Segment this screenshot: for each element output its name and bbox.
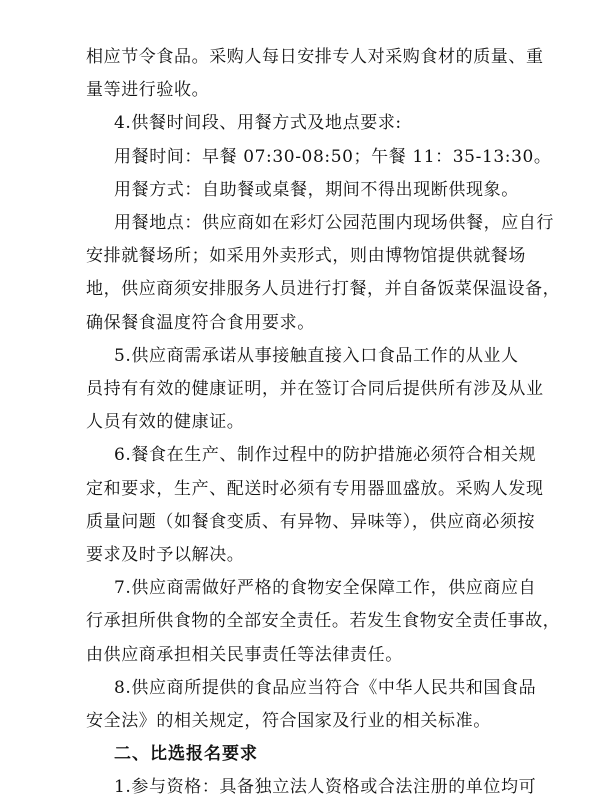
- eligibility-line: 1.参与资格：具备独立法人资格或合法注册的单位均可: [114, 777, 537, 798]
- section-4-heading-line: 4.供餐时间段、用餐方式及地点要求:: [114, 113, 402, 134]
- section-2-heading: 二、比选报名要求: [114, 744, 258, 765]
- meal-location-line: 用餐地点：供应商如在彩灯公园范围内现场供餐，应自行: [114, 213, 554, 233]
- section-7-line: 7.供应商需做好严格的食物安全保障工作，供应商应自: [114, 578, 537, 599]
- meal-method-line: 用餐方式：自助餐或桌餐，期间不得出现断供现象。: [114, 179, 519, 200]
- section-6-line: 6.餐食在生产、制作过程中的防护措施必须符合相关规: [114, 445, 537, 466]
- body-line: 由供应商承担相关民事责任等法律责任。: [86, 644, 403, 665]
- body-line: 确保餐食温度符合食用要求。: [86, 312, 315, 333]
- body-line: 量等进行验收。: [86, 80, 210, 101]
- body-line: 相应节令食品。采购人每日安排专人对采购食材的质量、重: [86, 47, 544, 67]
- meal-time-line: 用餐时间：早餐 07:30-08:50；午餐 11：35-13:30。: [114, 146, 552, 167]
- body-line: 员持有有效的健康证明，并在签订合同后提供所有涉及从业: [86, 379, 544, 399]
- section-5-line: 5.供应商需承诺从事接触直接入口食品工作的从业人: [114, 345, 519, 366]
- body-line: 安全法》的相关规定，符合国家及行业的相关标准。: [86, 711, 491, 731]
- body-line: 定和要求，生产、配送时必须有专用器皿盛放。采购人发现: [86, 478, 544, 499]
- body-line: 地，供应商须安排服务人员进行打餐，并自备饭菜保温设备，: [86, 279, 561, 300]
- body-line: 人员有效的健康证。: [86, 412, 245, 433]
- body-line: 安排就餐场所；如采用外卖形式，则由博物馆提供就餐场: [86, 246, 526, 267]
- section-8-line: 8.供应商所提供的食品应当符合《中华人民共和国食品: [114, 677, 537, 698]
- body-line: 要求及时予以解决。: [86, 545, 245, 565]
- body-line: 质量问题（如餐食变质、有异物、异味等），供应商必须按: [86, 511, 536, 532]
- body-line: 行承担所供食物的全部安全责任。若发生食物安全责任事故，: [86, 611, 561, 632]
